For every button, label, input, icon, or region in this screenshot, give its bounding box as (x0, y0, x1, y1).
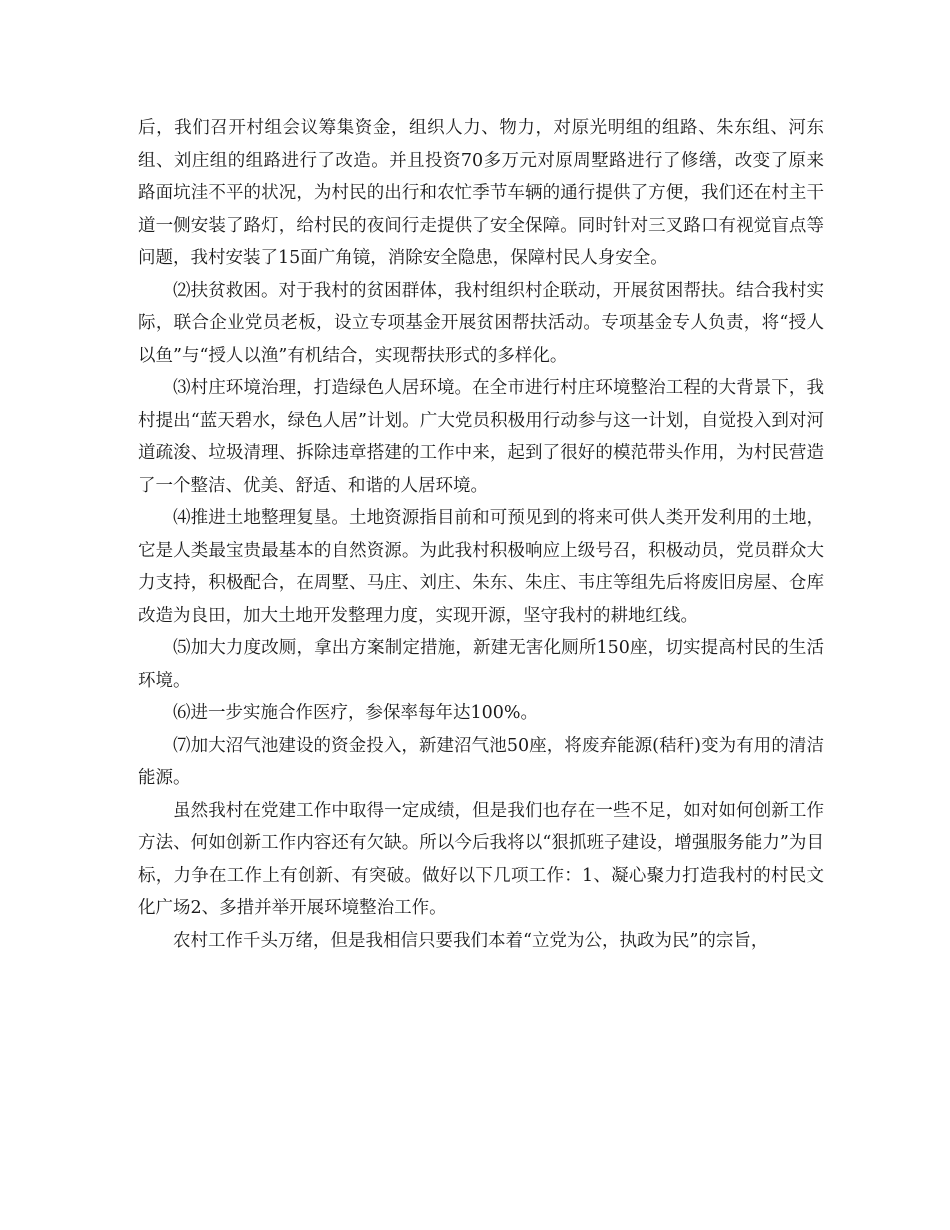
paragraph-toilet-renovation: ⑸加大力度改厕，拿出方案制定措施，新建无害化厕所150座，切实提高村民的生活环境。 (138, 638, 824, 691)
paragraph-conclusion: 农村工作千头万绪，但是我相信只要我们本着“立党为公，执政为民”的宗旨， (173, 930, 769, 951)
paragraph-shortcomings: 虽然我村在党建工作中取得一定成绩，但是我们也存在一些不足，如对如何创新工作方法、何如创新工作内容还有欠缺。所以今后我将以“狠抓班子建设，增强服务能力”为目标，力争在工作上有创新、有突破。做好以下几项工作：1、凝心聚力打造我村的村民文化广场2、多措并举开展环境整治工作。 (138, 800, 824, 918)
paragraph-land-reclamation: ⑷推进土地整理复垦。土地资源指目前和可预见到的将来可供人类开发利用的土地，它是人类最宝贵最基本的自然资源。为此我村积极响应上级号召，积极动员，党员群众大力支持，积极配合，在周墅、马庄、刘庄、朱东、朱庄、韦庄等组先后将废旧房屋、仓库改造为良田，加大土地开发整理力度，实现开源，坚守我村的耕地红线。 (138, 508, 824, 626)
paragraph-biogas: ⑺加大沼气池建设的资金投入，新建沼气池50座，将废弃能源(秸秆)变为有用的清洁能源。 (138, 735, 824, 788)
paragraph-poverty-relief: ⑵扶贫救困。对于我村的贫困群体，我村组织村企联动，开展贫困帮扶。结合我村实际，联合企业党员老板，设立专项基金开展贫困帮扶活动。专项基金专人负责，将“授人以鱼”与“授人以渔”有机结合，实现帮扶形式的多样化。 (138, 280, 824, 366)
paragraph-cooperative-medical: ⑹进一步实施合作医疗，参保率每年达100%。 (173, 703, 539, 723)
paragraph-village-environment: ⑶村庄环境治理，打造绿色人居环境。在全市进行村庄环境整治工程的大背景下，我村提出“蓝天碧水，绿色人居”计划。广大党员积极用行动参与这一计划，自觉投入到对河道疏浚、垃圾清理、拆除违章搭建的工作中来，起到了很好的模范带头作用，为村民营造了一个整洁、优美、舒适、和谐的人居环境。 (138, 378, 824, 496)
paragraph-road-improvement: 后，我们召开村组会议筹集资金，组织人力、物力，对原光明组的组路、朱东组、河东组、刘庄组的组路进行了改造。并且投资70多万元对原周墅路进行了修缮，改变了原来路面坑洼不平的状况，为村民的出行和农忙季节车辆的通行提供了方便，我们还在村主干道一侧安装了路灯，给村民的夜间行走提供了安全保障。同时针对三叉路口有视觉盲点等问题，我村安装了15面广角镜，消除安全隐患，保障村民人身安全。 (138, 118, 824, 268)
document-body (138, 112, 824, 957)
